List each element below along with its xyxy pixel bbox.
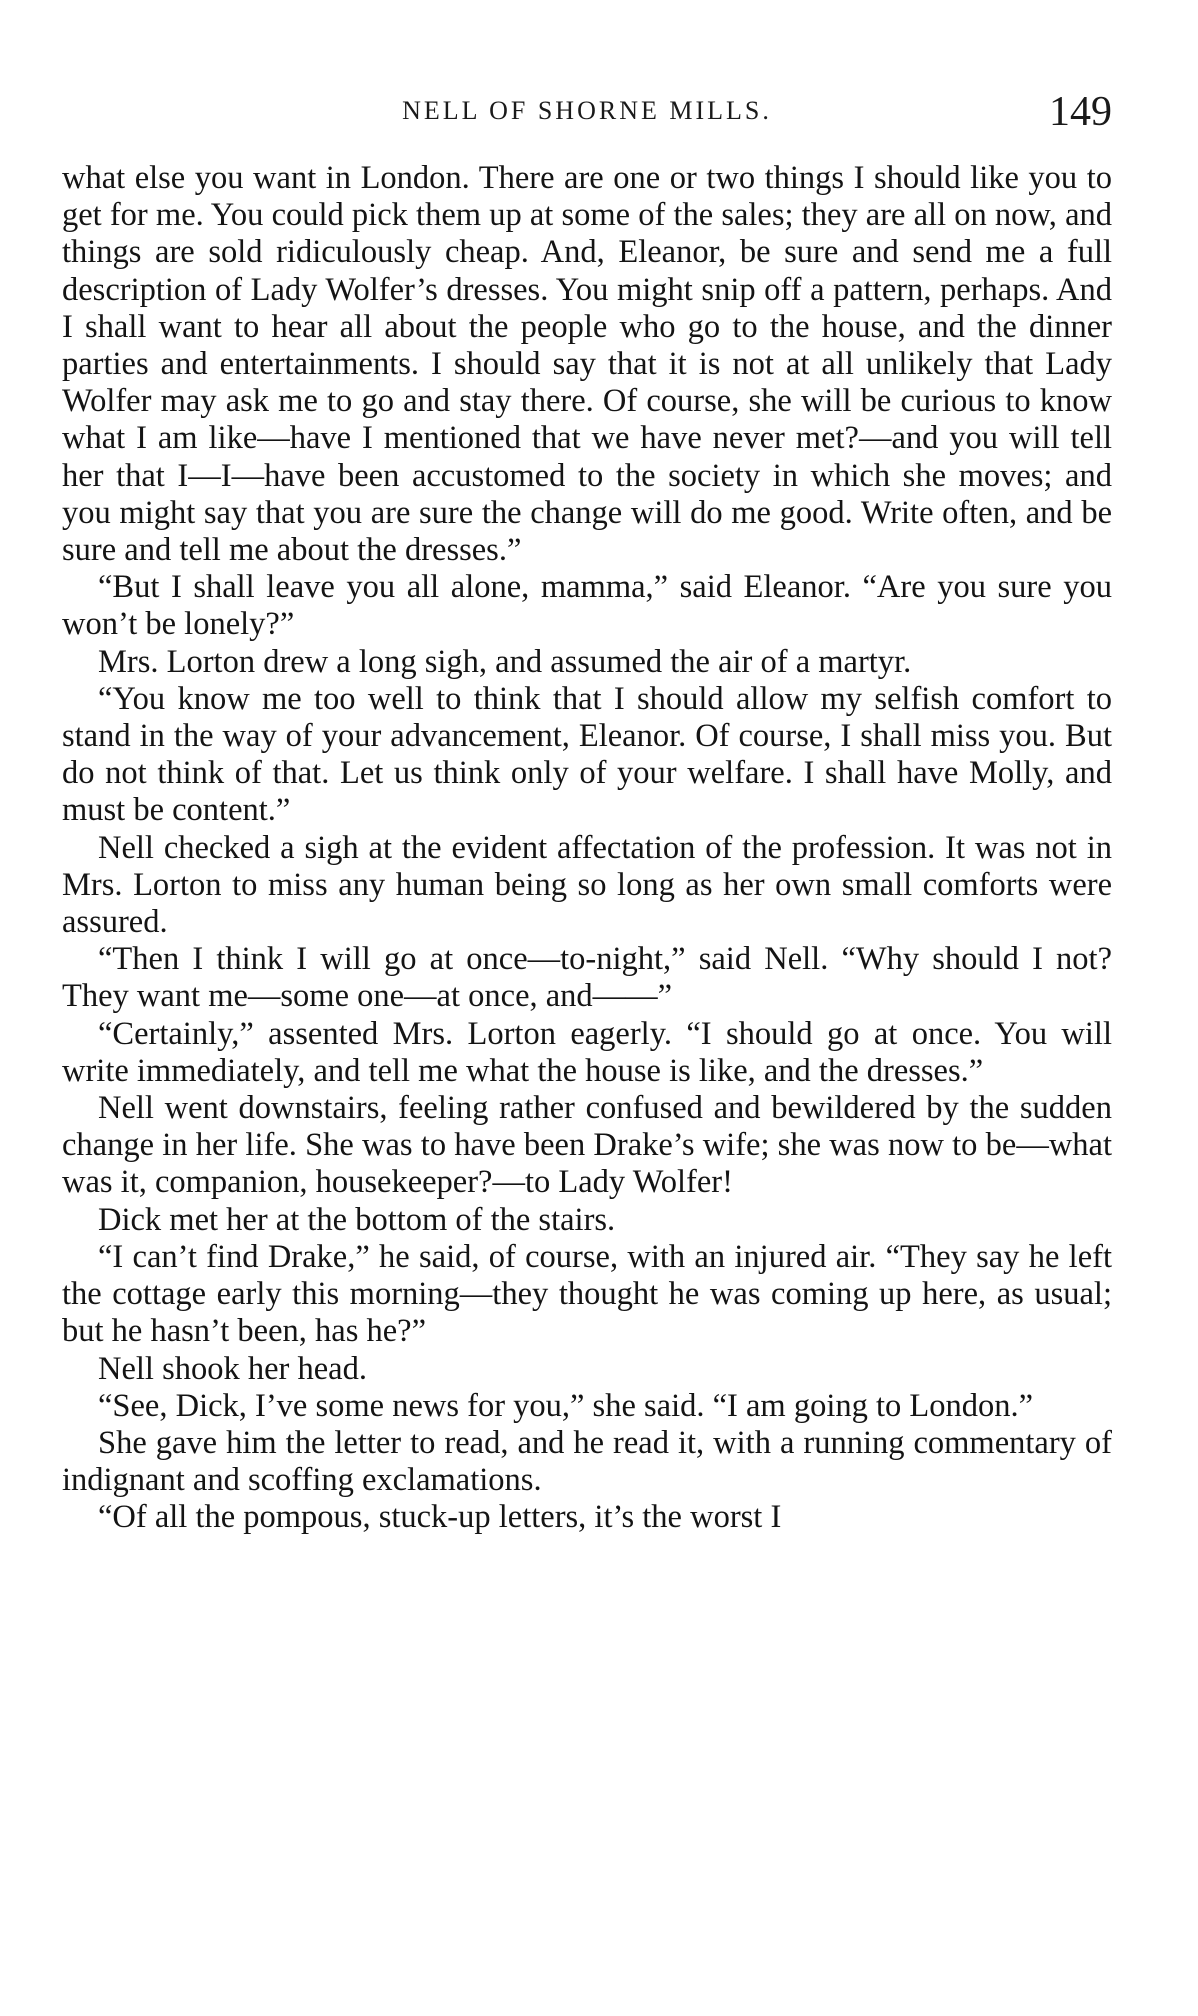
paragraph: “Of all the pompous, stuck-up letters, it’s the worst I [98, 1499, 782, 1536]
running-head [62, 88, 1112, 148]
running-title: NELL OF SHORNE MILLS. [402, 96, 772, 125]
paragraph: Nell went downstairs, feeling rather confused and bewildered by the sudden change in her life. She was to have been Drake’s wife; she was now to be—what was it, companion, housekeeper?—to Lady Wolfer! [62, 1090, 1112, 1201]
paragraph: “But I shall leave you all alone, mamma,” said Eleanor. “Are you sure you won’t be lonely?” [62, 569, 1112, 643]
paragraph: Nell checked a sigh at the evident affectation of the profession. It was not in Mrs. Lorton to miss any human being so long as her own small comforts were assured. [62, 829, 1112, 941]
paragraph: what else you want in London. There are one or two things I should like you to get for me. You could pick them up at some of the sales; they are all on now, and things are sold ridiculously cheap. And, Eleanor, be sure and send me a full description of Lady Wolfer’s dresses. You might snip off a pattern, perhaps. And I shall want to hear all about the people who go to the house, and the dinner parties and entertainments. I should say that it is not at all unlikely that Lady Wolfer may ask me to go and stay there. Of course, she will be curious to know what I am like—have I mentioned that we have never met?—and you will tell her that I—I—have been accustomed to the society in which she moves; and you might say that you are sure the change will do me good. Write often, and be sure and tell me about the dresses.” [62, 160, 1112, 569]
paragraph: Dick met her at the bottom of the stairs. [98, 1201, 616, 1238]
paragraph: She gave him the letter to read, and he read it, with a running commentary of indignant and scoffing exclamations. [62, 1424, 1112, 1499]
paragraph: “Certainly,” assented Mrs. Lorton eagerly. “I should go at once. You will write immediately, and tell me what the house is like, and the dresses.” [62, 1015, 1112, 1089]
paragraph: Mrs. Lorton drew a long sigh, and assumed the air of a martyr. [98, 643, 912, 680]
paragraph: Nell shook her head. [98, 1350, 367, 1387]
page-number: 149 [1049, 89, 1112, 135]
paragraph: “I can’t find Drake,” he said, of course, with an injured air. “They say he left the cottage early this morning—they thought he was coming up here, as usual; but he hasn’t been, has he?” [62, 1238, 1112, 1350]
body-text [62, 160, 1112, 1537]
paragraph: “Then I think I will go at once—to-night,” said Nell. “Why should I not? They want me—some one—at once, and——” [62, 941, 1112, 1015]
paragraph: “You know me too well to think that I should allow my selfish comfort to stand in the way of your advancement, Eleanor. Of course, I shall miss you. But do not think of that. Let us think only of your welfare. I shall have Molly, and must be content.” [62, 680, 1112, 829]
paragraph: “See, Dick, I’ve some news for you,” she said. “I am going to London.” [98, 1387, 1034, 1424]
